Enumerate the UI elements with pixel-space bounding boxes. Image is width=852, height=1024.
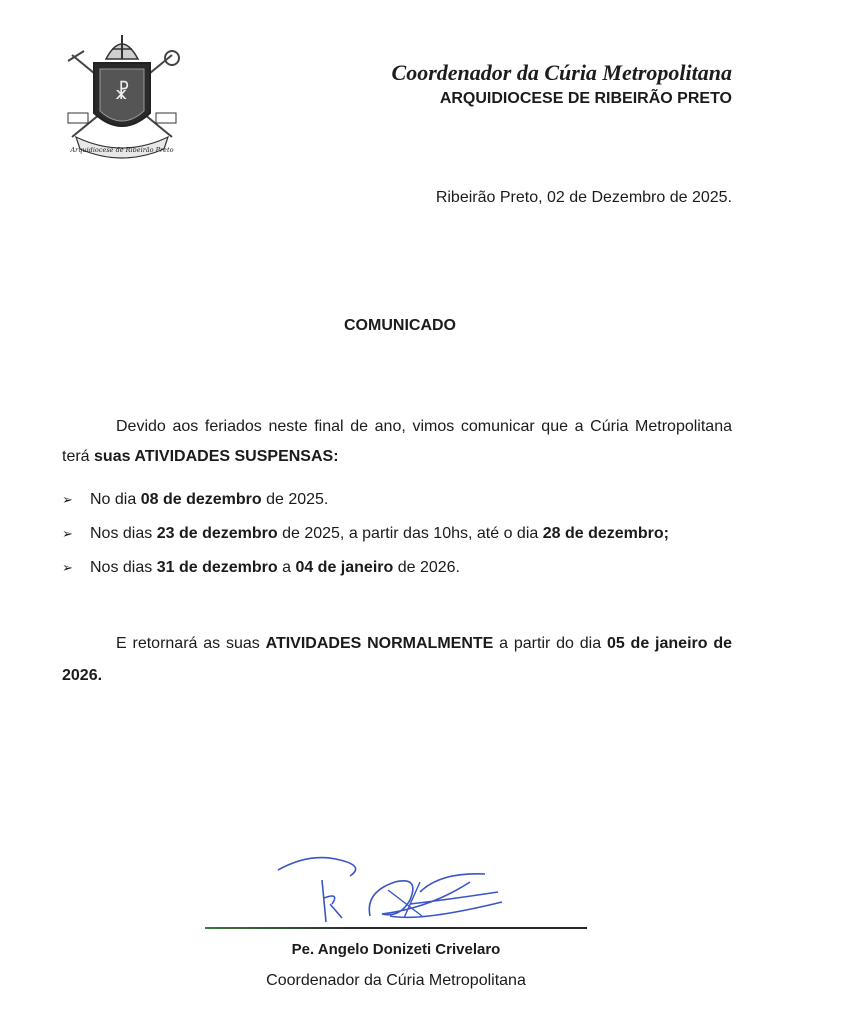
item-bold: 28 de dezembro; <box>542 525 669 542</box>
item-text: de 2025. <box>261 491 329 508</box>
item-text: Nos dias <box>90 559 157 576</box>
closing-bold: 05 de janeiro de 2026. <box>62 635 732 684</box>
intro-text: Devido aos feriados neste final de ano, vimos comunicar que a Cúria Metropolitana terá <box>62 418 732 465</box>
document-heading: COMUNICADO <box>344 317 456 334</box>
list-item <box>62 553 732 583</box>
svg-text:Arquidiocese de Ribeirão Preto: Arquidiocese de Ribeirão Preto <box>70 146 174 154</box>
arrow-bullet-icon: ➢ <box>62 560 73 575</box>
signer-name: Pe. Angelo Donizeti Crivelaro <box>291 941 501 958</box>
item-bold: 23 de dezembro <box>156 525 278 542</box>
item-bold: 31 de dezembro <box>156 559 278 576</box>
arrow-bullet-icon: ➢ <box>62 492 73 507</box>
header-subtitle: ARQUIDIOCESE DE RIBEIRÃO PRETO <box>439 90 732 107</box>
item-bold: 04 de janeiro <box>295 559 394 576</box>
signer-role: Coordenador da Cúria Metropolitana <box>266 972 526 989</box>
item-text: No dia <box>90 491 141 508</box>
closing-text: a partir do dia <box>493 635 607 652</box>
svg-text:☧: ☧ <box>114 80 130 104</box>
list-item <box>62 519 732 549</box>
item-text: a <box>277 559 296 576</box>
arrow-bullet-icon: ➢ <box>62 526 73 541</box>
intro-paragraph <box>62 412 732 472</box>
archdiocese-coat-of-arms-icon <box>62 25 182 160</box>
date-line: Ribeirão Preto, 02 de Dezembro de 2025. <box>435 189 732 206</box>
closing-paragraph <box>62 628 732 692</box>
header-title: Coordenador da Cúria Metropolitana <box>391 60 732 85</box>
list-item <box>62 485 732 515</box>
signature-line <box>205 927 587 929</box>
item-text: de 2025, a partir das 10hs, até o dia <box>277 525 543 542</box>
item-text: Nos dias <box>90 525 157 542</box>
item-bold: 08 de dezembro <box>140 491 262 508</box>
closing-bold: ATIVIDADES NORMALMENTE <box>265 635 494 652</box>
closing-text: E retornará as suas <box>116 635 266 652</box>
schedule-list <box>62 485 732 587</box>
handwritten-signature <box>270 852 520 932</box>
item-text: de 2026. <box>393 559 460 576</box>
intro-bold: suas ATIVIDADES SUSPENSAS: <box>94 448 339 465</box>
